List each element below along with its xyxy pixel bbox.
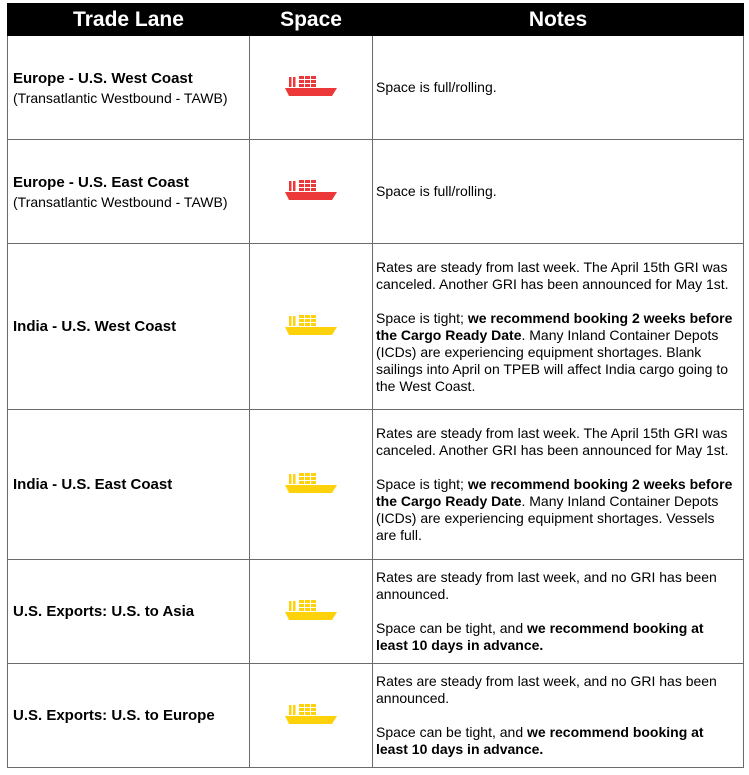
note-text: Rates are steady from last week. The April 15th GRI was canceled. Another GRI has been announced for May 1st. bbox=[376, 425, 729, 458]
note-paragraph bbox=[376, 79, 737, 96]
note-recommendation: we recommend booking 2 weeks before the Cargo Ready Date bbox=[376, 309, 733, 343]
table-row bbox=[8, 560, 744, 664]
header-notes: Notes bbox=[373, 4, 744, 36]
note-text: Rates are steady from last week. The April 15th GRI was canceled. Another GRI has been announced for May 1st. bbox=[376, 258, 729, 292]
space-status-cell bbox=[250, 244, 373, 410]
table-row bbox=[8, 664, 744, 768]
space-status-cell bbox=[250, 664, 373, 768]
notes-cell bbox=[373, 140, 744, 244]
trade-lane-name: Europe - U.S. East Coast bbox=[13, 173, 189, 191]
trade-lane-cell bbox=[8, 560, 250, 664]
header-space: Space bbox=[250, 4, 373, 36]
note-paragraph bbox=[376, 476, 737, 544]
note-text: Space is full/rolling. bbox=[376, 183, 497, 199]
trade-lane-subtitle: (Transatlantic Westbound - TAWB) bbox=[13, 193, 228, 210]
trade-lane-name: India - U.S. East Coast bbox=[13, 476, 173, 493]
space-status-cell bbox=[250, 410, 373, 560]
note-paragraph bbox=[376, 673, 737, 707]
trade-lane-name: U.S. Exports: U.S. to Europe bbox=[13, 707, 215, 724]
note-paragraph bbox=[376, 569, 737, 603]
trade-lane-cell bbox=[8, 410, 250, 560]
trade-lane-name: U.S. Exports: U.S. to Asia bbox=[13, 603, 195, 620]
note-paragraph bbox=[376, 259, 737, 293]
note-recommendation: we recommend booking at least 10 days in advance. bbox=[376, 620, 704, 653]
note-recommendation: we recommend booking 2 weeks before the Cargo Ready Date bbox=[376, 476, 733, 509]
space-status-cell bbox=[250, 36, 373, 140]
table-body bbox=[8, 36, 744, 768]
note-paragraph bbox=[376, 183, 737, 200]
table-row bbox=[8, 244, 744, 410]
trade-lane-cell bbox=[8, 36, 250, 140]
note-text: . Many Inland Container Depots (ICDs) are experiencing equipment shortages. Vessels are full. bbox=[376, 493, 719, 543]
trade-lane-cell bbox=[8, 664, 250, 768]
note-paragraph bbox=[376, 425, 737, 459]
notes-cell bbox=[373, 410, 744, 560]
note-paragraph bbox=[376, 620, 737, 654]
note-text: Rates are steady from last week, and no GRI has been announced. bbox=[376, 569, 717, 602]
space-status-cell bbox=[250, 140, 373, 244]
cargo-ship-icon bbox=[283, 178, 339, 206]
trade-lane-name: India - U.S. West Coast bbox=[13, 318, 177, 335]
notes-cell bbox=[373, 36, 744, 140]
cargo-ship-icon bbox=[283, 74, 339, 102]
notes-cell bbox=[373, 664, 744, 768]
cargo-ship-icon bbox=[283, 313, 339, 341]
note-text: Space can be tight, and bbox=[376, 620, 527, 636]
header-trade-lane: Trade Lane bbox=[8, 4, 250, 36]
note-text: Space is tight; bbox=[376, 309, 468, 326]
cargo-ship-icon bbox=[283, 471, 339, 499]
trade-lane-subtitle: (Transatlantic Westbound - TAWB) bbox=[13, 89, 228, 106]
note-paragraph bbox=[376, 724, 737, 758]
trade-lane-table bbox=[7, 3, 744, 768]
note-text: Rates are steady from last week, and no GRI has been announced. bbox=[376, 673, 717, 706]
cargo-ship-icon bbox=[283, 598, 339, 626]
table-row bbox=[8, 36, 744, 140]
table-row bbox=[8, 140, 744, 244]
note-paragraph bbox=[376, 310, 737, 395]
trade-lane-cell bbox=[8, 244, 250, 410]
note-recommendation: we recommend booking at least 10 days in advance. bbox=[376, 724, 704, 757]
trade-lane-name: Europe - U.S. West Coast bbox=[13, 69, 193, 87]
header-row bbox=[8, 4, 744, 36]
note-text: Space is tight; bbox=[376, 476, 468, 492]
space-status-cell bbox=[250, 560, 373, 664]
notes-cell bbox=[373, 244, 744, 410]
note-text: Space can be tight, and bbox=[376, 724, 527, 740]
cargo-ship-icon bbox=[283, 702, 339, 730]
trade-lane-cell bbox=[8, 140, 250, 244]
note-text: . Many Inland Container Depots (ICDs) are experiencing equipment shortages. Blank sailings into April on TPEB will affect India cargo going to the West Coast. bbox=[376, 326, 729, 394]
note-text: Space is full/rolling. bbox=[376, 79, 497, 95]
table-row bbox=[8, 410, 744, 560]
notes-cell bbox=[373, 560, 744, 664]
